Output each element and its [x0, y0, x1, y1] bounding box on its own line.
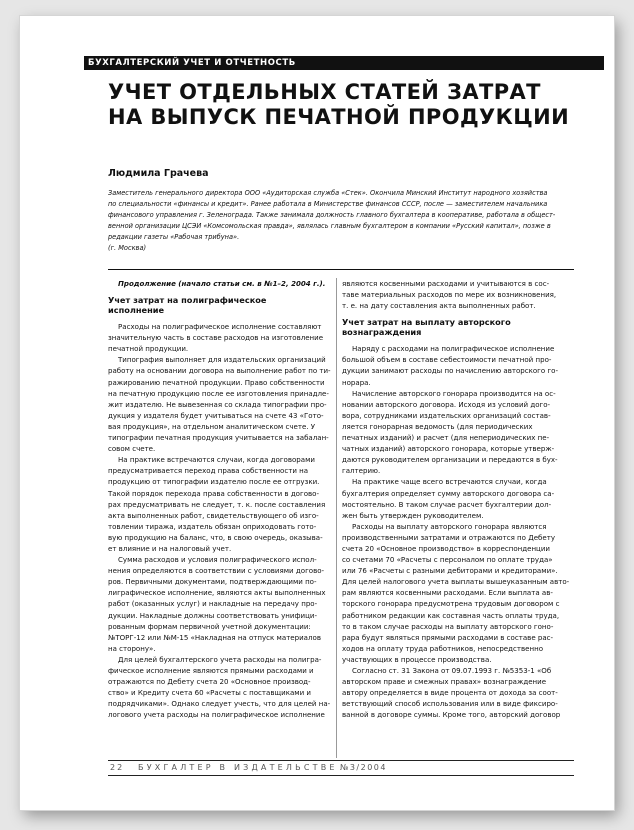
heading-line: Учет затрат на полиграфическое [108, 295, 267, 306]
text-line: производственными затратами и отражаются по Дебету [342, 532, 555, 542]
text-line: жит издателю. Не вывезенная со склада типографии про- [108, 399, 327, 409]
text-line: печатных изданий) и расчет (для непериодических пе- [342, 433, 550, 443]
paragraph [342, 665, 574, 720]
paragraph [342, 521, 574, 665]
paragraph [342, 476, 574, 520]
continuation-note: Продолжение (начало статьи см. в №1–2, 2004 г.). [118, 279, 326, 288]
text-line: нения определяются в соответствии с условиями догово- [108, 566, 325, 576]
text-line: вора, сотрудниками издательских организаций состав- [342, 410, 551, 420]
right-column-body [342, 343, 574, 720]
text-line: ветствующий способ использования или в виде фиксиро- [342, 699, 558, 709]
magazine-page [20, 16, 614, 810]
right-column [342, 278, 574, 720]
text-line: Начисление авторского гонорара производится на ос- [352, 388, 556, 398]
paragraph [108, 454, 340, 554]
text-line: автору определяется в виде процента от дохода за соот- [342, 688, 558, 698]
author-name: Людмила Грачева [108, 168, 209, 179]
text-line: дукция у издателя будет учитываться на счете 43 «Гото- [108, 410, 324, 420]
text-line: даются руководителем организации и передаются в бух- [342, 455, 558, 465]
text-line: т. е. на дату составления акта выполненных работ. [342, 301, 536, 311]
paragraph [108, 654, 340, 721]
text-line: на печатную продукцию после ее изготовления принадле- [108, 388, 329, 398]
text-line: рованным формам первичной учетной документации: [108, 621, 311, 631]
text-line: значительную часть в составе расходов на изготовление [108, 333, 324, 343]
text-line: №ТОРГ-12 или №М-15 «Накладная на отпуск материалов [108, 632, 321, 642]
text-line: подрядчиками». Однако следует учесть, что для целей на- [108, 699, 331, 709]
paragraph [342, 343, 574, 387]
section-header: БУХГАЛТЕРСКИЙ УЧЕТ И ОТЧЕТНОСТЬ [84, 56, 604, 70]
text-line: ванной в договоре суммы. Кроме того, авторский договор [342, 710, 561, 720]
title-line: УЧЕТ ОТДЕЛЬНЫХ СТАТЕЙ ЗАТРАТ [108, 80, 541, 104]
text-line: отражаются по Дебету счета 20 «Основное производ- [108, 677, 311, 687]
text-line: работником редакции как составная часть оплаты труда, [342, 610, 560, 620]
text-line: На практике чаще всего встречаются случаи, когда [352, 477, 547, 487]
text-line: вая продукция», на отдельном аналитическом счете. У [108, 421, 316, 431]
text-line: таве материальных расходов по мере их возникновения, [342, 290, 557, 300]
text-line: фическое исполнение являются прямыми расходами и [108, 666, 314, 675]
text-line: рах предусматривать не следует, т. к. после составления [108, 499, 326, 509]
text-line: Расходы на выплату авторского гонорара являются [352, 521, 547, 531]
text-line: счета 20 «Основное производство» в корреспонденции [342, 543, 551, 553]
text-line: Для целей бухгалтерского учета расходы на полигра- [118, 654, 322, 664]
text-line: норара. [342, 377, 371, 387]
article-title [108, 80, 598, 130]
text-line: Типография выполняет для издательских организаций [118, 355, 326, 365]
text-line: Для целей налогового учета выплаты вышеуказанным авто- [342, 577, 570, 587]
text-line: или 76 «Расчеты с разными дебиторами и кредиторами». [342, 566, 558, 576]
text-line: ров. Первичными документами, подтверждающими по- [108, 577, 317, 587]
left-column [108, 278, 340, 720]
page-footer [108, 760, 574, 776]
text-line: совом счете. [108, 444, 156, 454]
text-line: предусматривается переход права собственности на [108, 466, 309, 476]
author-bio [108, 188, 574, 253]
text-line: логового учета расходы на полиграфическое исполнение [108, 710, 325, 720]
bio-divider [108, 269, 574, 270]
journal-name: БУХГАЛТЕР В ИЗДАТЕЛЬСТВЕ [138, 763, 338, 772]
text-line: работ (оказанных услуг) и накладные на передачу про- [108, 599, 318, 609]
text-line: дукции занимают расходы по начислению авторского го- [342, 366, 558, 376]
paragraph [108, 554, 340, 654]
text-line: ет влияние и на налоговый учет. [108, 543, 232, 553]
text-line: жен быть утвержден руководителем. [342, 510, 484, 520]
text-line: Наряду с расходами на полиграфическое исполнение [352, 344, 555, 354]
text-line: Такой порядок перехода права собственности в догово- [108, 488, 320, 498]
text-line: новании авторского договора. Исходя из условий дого- [342, 399, 551, 409]
text-line: На практике встречаются случаи, когда договорами [118, 455, 315, 465]
text-line: типографии печатная продукция учитывается на забалан- [108, 433, 329, 443]
text-line: мостоятельно. В таком случае расчет бухгалтерии дол- [342, 499, 552, 509]
page-number: 22 [110, 763, 125, 772]
text-line: продукцию от типографии издателю после ее отгрузки. [108, 477, 320, 487]
text-line: являются косвенными расходами и учитываются в сос- [342, 279, 550, 288]
text-line: чатных изданий) авторского гонорара, которые утверж- [342, 444, 555, 454]
text-line: лиграфическое исполнение, являются акты выполненных [108, 588, 326, 598]
text-line: вую продукцию на баланс, что, в свою очередь, оказыва- [108, 532, 323, 542]
text-line: торского гонорара предусмотрена трудовым договором с [342, 599, 560, 609]
text-line: акта выполненных работ, свидетельствующего об изго- [108, 510, 319, 520]
text-line: со счетами 70 «Расчеты с персоналом по оплате труда» [342, 555, 553, 565]
text-line: большой объем в составе себестоимости печатной про- [342, 355, 552, 365]
issue-number: №3/2004 [340, 763, 387, 772]
left-column-body [108, 321, 340, 720]
paragraph [342, 388, 574, 477]
bio-line: Заместитель генерального директора ООО «Аудиторская служба «Стек». Окончила Минский Институт народного хозяйства [108, 189, 548, 197]
text-line: на сторону». [108, 643, 156, 653]
bio-line: венной организации ЦСЭИ «Комсомольская правда», являлась главным бухгалтером в компании «Русский капитал», позже в [108, 221, 551, 230]
text-line: Расходы на полиграфическое исполнение составляют [118, 322, 322, 332]
section-heading [342, 317, 574, 337]
text-line: галтерию. [342, 466, 381, 476]
bio-line: редакции газеты «Рабочая трибуна». [108, 232, 240, 241]
title-line: НА ВЫПУСК ПЕЧАТНОЙ ПРОДУКЦИИ [108, 105, 570, 129]
text-line: ство» и Кредиту счета 60 «Расчеты с поставщиками и [108, 688, 311, 698]
heading-line: Учет затрат на выплату авторского [342, 317, 511, 328]
paragraph [342, 278, 574, 311]
text-line: ходов на оплату труда работников, непосредственно [342, 643, 544, 653]
bio-line: финансового управления г. Зеленограда. Также занимала должность главного бухгалтера в кооперативе, работала в общест- [108, 210, 556, 219]
text-line: бухгалтерия определяет сумму авторского договора са- [342, 488, 555, 498]
text-line: работу на основании договора на выполнение работ по ти- [108, 366, 331, 376]
section-heading [108, 295, 340, 315]
text-line: ражированию печатной продукции. Право собственности [108, 377, 325, 387]
text-line: товлении тиража, издатель обязан оприходовать гото- [108, 521, 317, 531]
text-line: печатной продукции. [108, 344, 189, 354]
bio-line: по специальности «финансы и кредит». Ранее работала в Министерстве финансов СССР, после — заместителем начальника [108, 199, 548, 208]
text-line: дукции. Накладные должны соответствовать унифици- [108, 610, 317, 620]
text-line: рара будут являться прямыми расходами в составе рас- [342, 632, 554, 642]
text-line: Согласно ст. 31 Закона от 09.07.1993 г. №5353-1 «Об [352, 666, 552, 675]
text-line: Сумма расходов и условия полиграфического испол- [118, 555, 317, 565]
text-line: участвующих в процессе производства. [342, 654, 492, 664]
heading-line: вознаграждения [342, 327, 422, 338]
bio-location: (г. Москва) [108, 243, 147, 252]
heading-line: исполнение [108, 305, 165, 316]
column-divider [336, 278, 337, 758]
text-line: рам являются косвенными расходами. Если выплата ав- [342, 588, 553, 598]
text-line: авторском праве и смежных правах» вознаграждение [342, 677, 547, 687]
paragraph [342, 278, 574, 311]
text-line: то в таком случае расходы на выплату авторского гоно- [342, 621, 554, 631]
paragraph [108, 321, 340, 354]
paragraph [108, 354, 340, 454]
text-line: ляется гонорарная ведомость (для периодических [342, 421, 533, 431]
